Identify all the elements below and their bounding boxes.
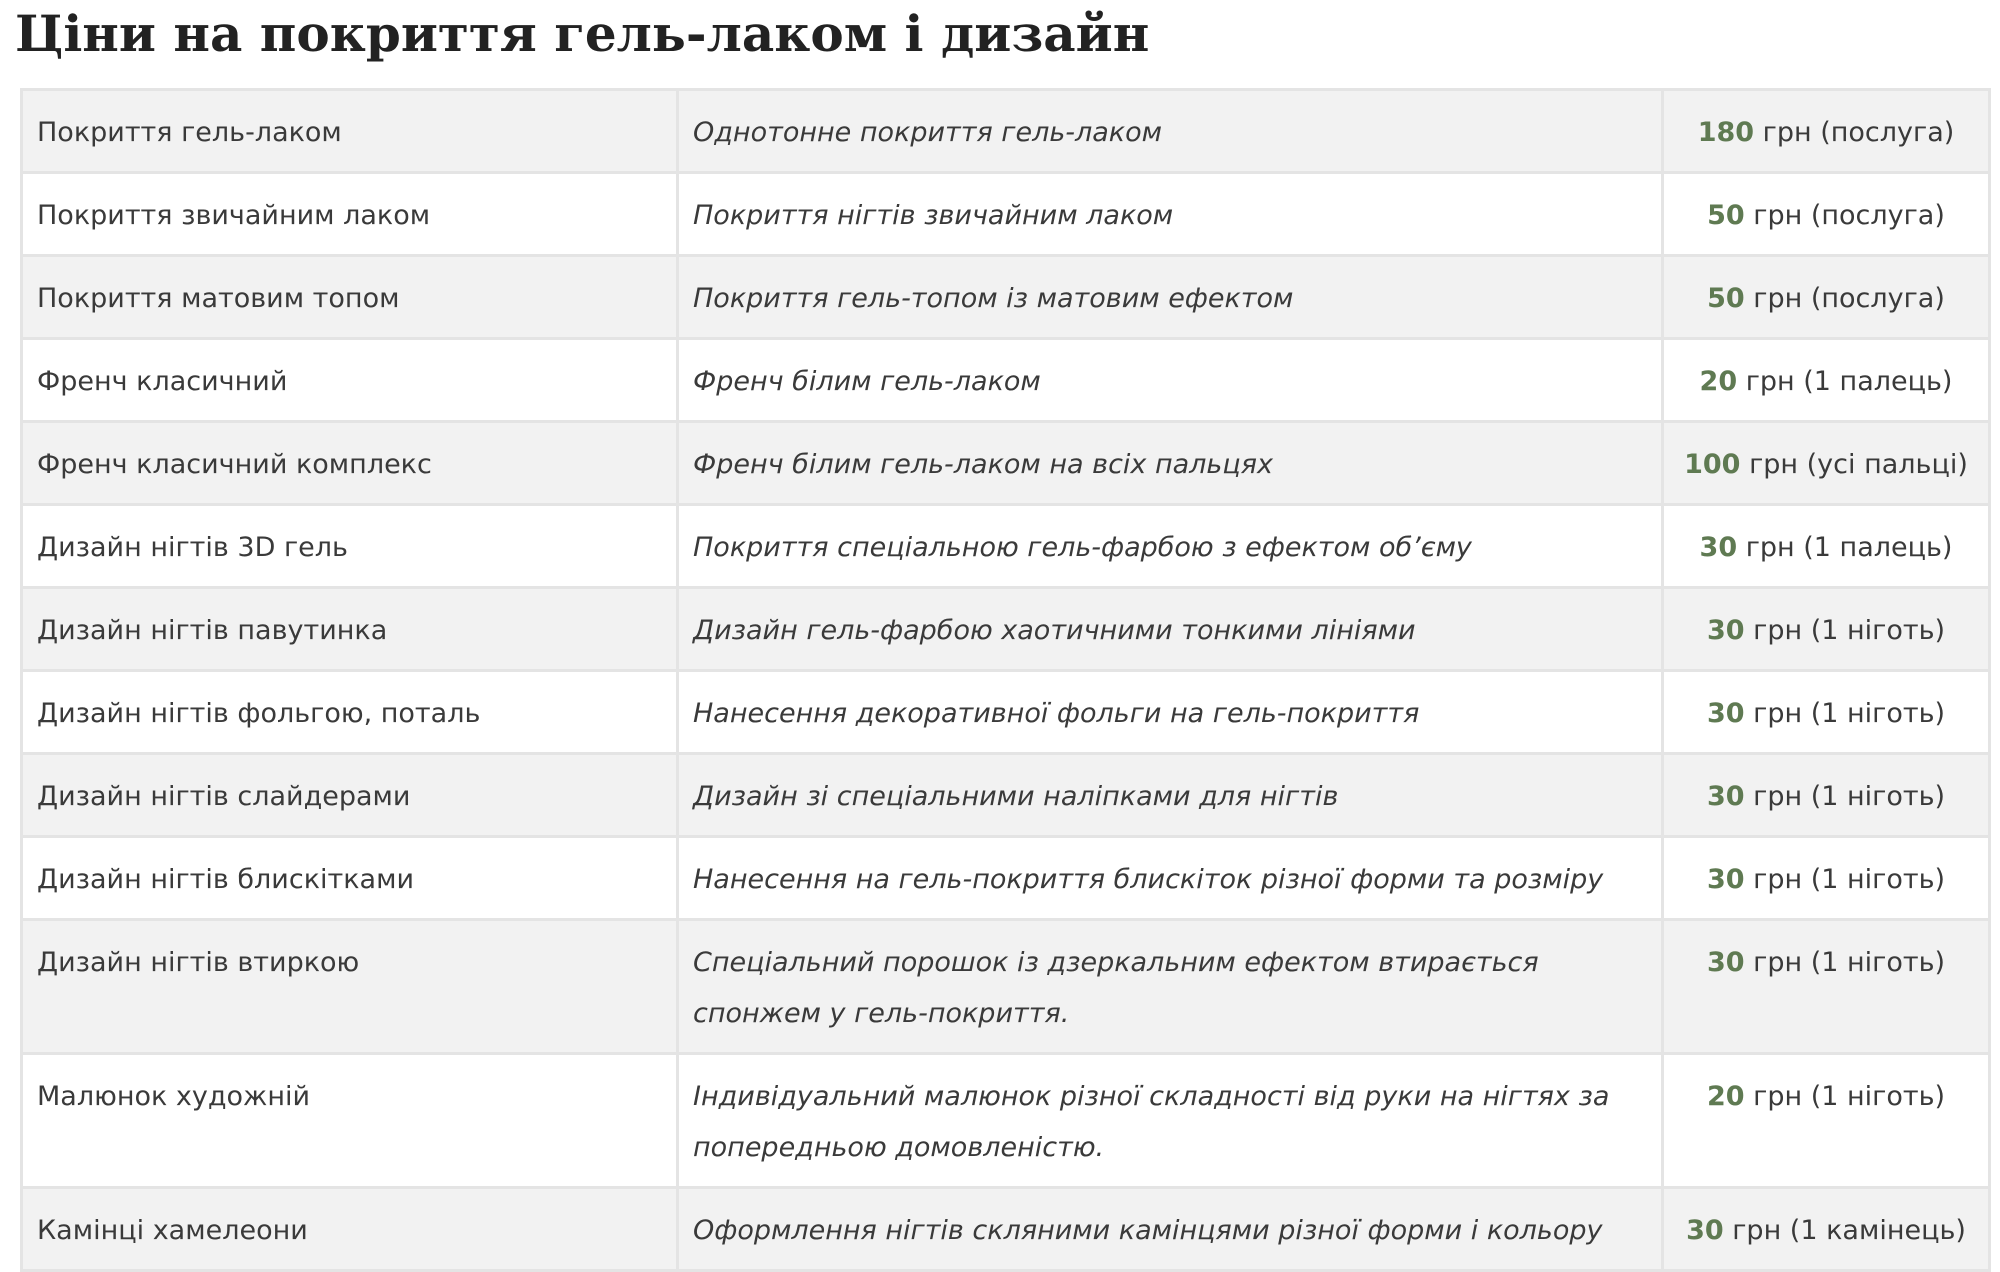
price-amount: 20 [1706,1081,1745,1112]
service-description: Оформлення нігтів скляними камінцями різної форми і кольору [678,1188,1663,1271]
price-unit: грн (1 палець) [1745,366,1953,397]
service-price [1663,754,1990,837]
service-price [1663,422,1990,505]
table-row [22,422,1990,505]
table-row [22,1188,1990,1271]
price-amount: 180 [1697,117,1755,148]
price-amount: 30 [1706,698,1745,729]
service-price [1663,173,1990,256]
service-description: Спеціальний порошок із дзеркальним ефектом втирається спонжем у гель-покриття. [678,920,1663,1054]
price-amount: 50 [1707,200,1745,231]
price-unit: грн (1 ніготь) [1753,615,1946,646]
service-description: Дизайн зі спеціальними наліпками для нігтів [678,754,1663,837]
table-row [22,256,1990,339]
service-name: Дизайн нігтів блискітками [22,837,678,920]
price-unit: грн (1 ніготь) [1753,781,1946,812]
service-description: Покриття нігтів звичайним лаком [678,173,1663,256]
service-price [1663,256,1990,339]
service-name: Дизайн нігтів павутинка [22,588,678,671]
service-description: Нанесення на гель-покриття блискіток різної форми та розміру [678,837,1663,920]
price-amount: 30 [1706,615,1745,646]
table-row [22,173,1990,256]
service-name: Дизайн нігтів слайдерами [22,754,678,837]
service-price [1663,671,1990,754]
service-description: Покриття спеціальною гель-фарбою з ефектом об’єму [678,505,1663,588]
service-price [1663,339,1990,422]
service-name: Покриття звичайним лаком [22,173,678,256]
table-row [22,837,1990,920]
service-price [1663,837,1990,920]
price-amount: 20 [1699,366,1738,397]
price-unit: грн (1 палець) [1745,532,1953,563]
table-row [22,1054,1990,1188]
table-row [22,920,1990,1054]
service-description: Френч білим гель-лаком [678,339,1663,422]
price-unit: грн (1 ніготь) [1753,947,1946,978]
price-amount: 100 [1684,449,1741,480]
service-price [1663,505,1990,588]
price-unit: грн (послуга) [1762,117,1955,148]
service-description: Дизайн гель-фарбою хаотичними тонкими лініями [678,588,1663,671]
price-amount: 50 [1707,283,1745,314]
service-price [1663,920,1990,1054]
service-description: Покриття гель-топом із матовим ефектом [678,256,1663,339]
table-row [22,671,1990,754]
service-name: Покриття матовим топом [22,256,678,339]
price-unit: грн (1 ніготь) [1753,1081,1946,1112]
service-name: Камінці хамелеони [22,1188,678,1271]
service-name: Френч класичний комплекс [22,422,678,505]
table-row [22,505,1990,588]
price-amount: 30 [1699,532,1738,563]
table-row [22,90,1990,173]
service-price [1663,588,1990,671]
service-name: Покриття гель-лаком [22,90,678,173]
price-unit: грн (1 ніготь) [1753,698,1946,729]
service-price [1663,1188,1990,1271]
price-amount: 30 [1686,1215,1724,1246]
table-row [22,339,1990,422]
service-description: Однотонне покриття гель-лаком [678,90,1663,173]
service-price [1663,1054,1990,1188]
service-price [1663,90,1990,173]
price-unit: грн (послуга) [1753,283,1945,314]
service-name: Дизайн нігтів 3D гель [22,505,678,588]
service-name: Дизайн нігтів фольгою, поталь [22,671,678,754]
service-description: Індивідуальний малюнок різної складності від руки на нігтях за попередньою домовленістю. [678,1054,1663,1188]
price-unit: грн (усі пальці) [1749,449,1968,480]
table-row [22,754,1990,837]
service-description: Нанесення декоративної фольги на гель-покриття [678,671,1663,754]
price-unit: грн (послуга) [1753,200,1945,231]
service-name: Дизайн нігтів втиркою [22,920,678,1054]
price-unit: грн (1 ніготь) [1753,864,1946,895]
price-amount: 30 [1706,864,1745,895]
price-amount: 30 [1706,781,1745,812]
price-unit: грн (1 камінець) [1732,1215,1966,1246]
price-amount: 30 [1706,947,1745,978]
price-table [20,88,1991,1272]
page-title: Ціни на покриття гель-лаком і дизайн [15,4,1150,63]
service-name: Малюнок художній [22,1054,678,1188]
service-description: Френч білим гель-лаком на всіх пальцях [678,422,1663,505]
service-name: Френч класичний [22,339,678,422]
table-row [22,588,1990,671]
